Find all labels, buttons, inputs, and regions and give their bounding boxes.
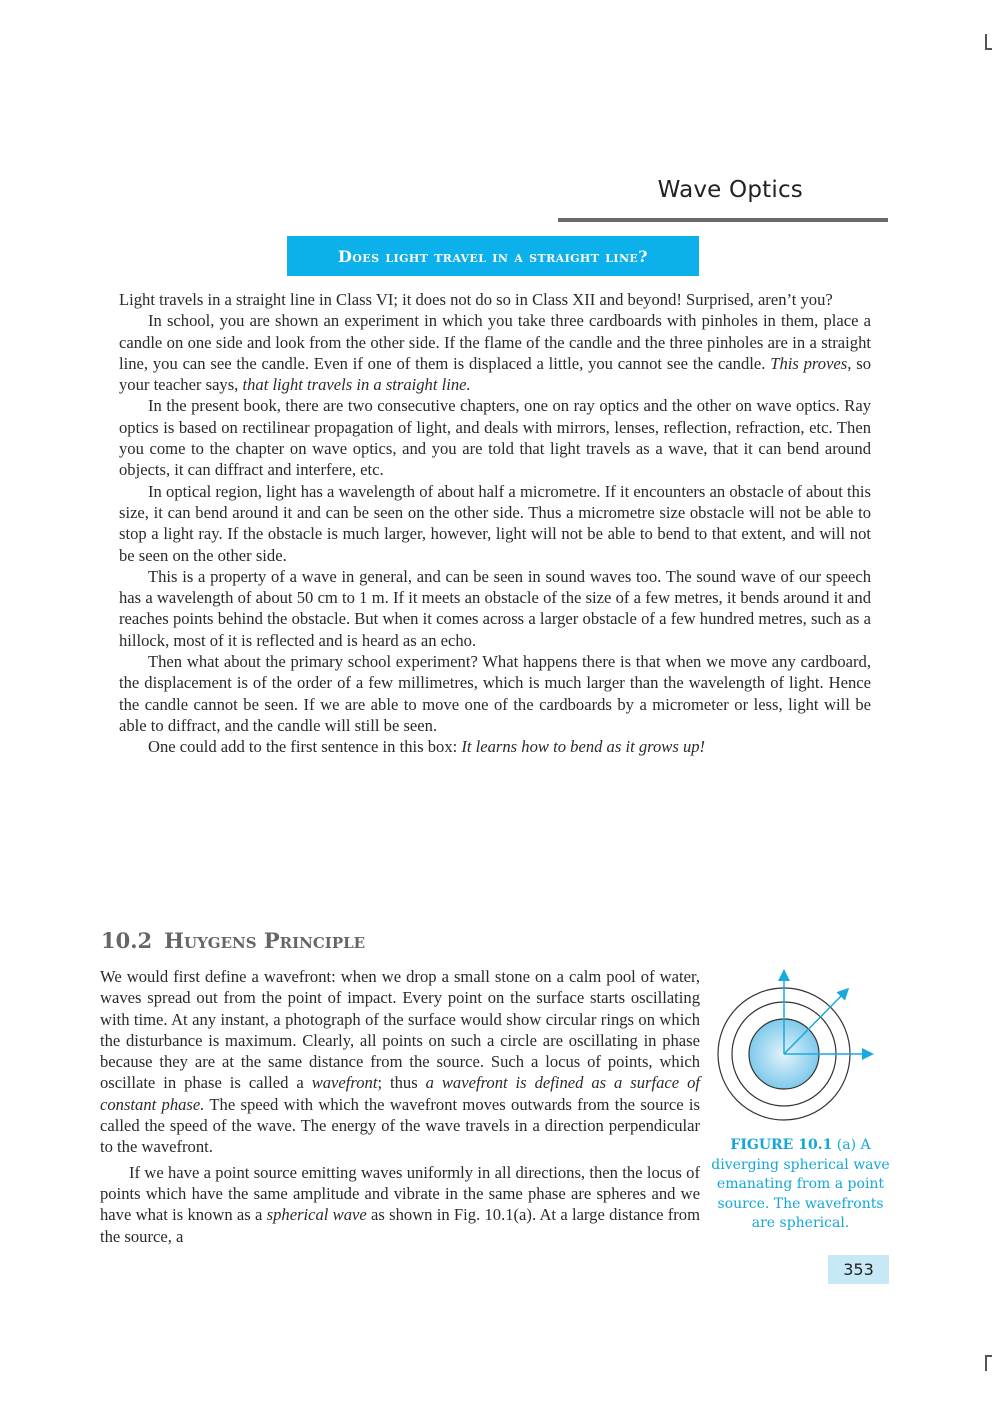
- section-heading: [101, 928, 365, 953]
- text-run: If we have a point source emitting waves uniformly in all directions, then the locus of points which have the same amplitude and vibrate in the same phase are spheres and we have what is known as a: [100, 1162, 700, 1225]
- box-heading: Does light travel in a straight line?: [287, 236, 699, 276]
- box-paragraph: Light travels in a straight line in Class VI; it does not do so in Class XII and beyond! Surprised, aren’t you?: [119, 290, 833, 309]
- figure-caption: [708, 1136, 893, 1234]
- section-paragraph: [100, 1162, 700, 1247]
- text-run: as shown in Fig. 10.1(a). At a large distance from the source, a: [100, 1205, 700, 1246]
- italic-text: It learns how to bend as it grows up!: [461, 737, 706, 757]
- section-number: 10.2: [101, 928, 153, 953]
- box-paragraph: In optical region, light has a wavelength of about half a micrometre. If it encounters an obstacle of about this size, it can bend around it and can be seen on the other side. Thus a micrometre size obstacle will not be able to stop a light ray. If the obstacle is much larger, however, light will not be able to bend to that extent, and will not be seen on the other side.: [119, 481, 871, 565]
- text-run: The speed with which the wavefront moves outwards from the source is called the speed of the wave. The energy of the wave travels in a direction perpendicular to the wavefront.: [100, 1094, 700, 1157]
- box-paragraph: [119, 310, 871, 395]
- italic-text: that light travels in a straight line.: [242, 375, 471, 395]
- figure-label: FIGURE 10.1: [730, 1137, 833, 1153]
- chapter-title: Wave Optics: [657, 177, 803, 203]
- chapter-title-rule: [558, 218, 888, 222]
- box-paragraph: Then what about the primary school experiment? What happens there is that when we move any cardboard, the displacement is of the order of a few millimetres, which is much larger than the wavelength of light. Hence the candle cannot be seen. If we are able to move one of the cardboards by a micrometer or less, light will be able to diffract, and the candle will still be seen.: [119, 652, 871, 735]
- spherical-wave-figure: [713, 962, 888, 1127]
- crop-mark-top-right: [985, 34, 992, 50]
- text-run: In school, you are shown an experiment in which you take three cardboards with pinholes in them, place a candle on one side and look from the other side. If the flame of the candle and the three pinholes are in a straight line, you can see the candle. Even if one of them is displaced a little, you cannot see the candle.: [119, 311, 871, 373]
- text-run: so your teacher says,: [119, 353, 872, 395]
- text-run: ; thus: [377, 1073, 426, 1093]
- text-run: We would first define a wavefront: when we drop a small stone on a calm pool of water, waves spread out from the point of impact. Every point on the surface starts oscillating with time. At any instant, a photograph of the surface would show circular rings on which the disturbance is maximum. Clearly, all points on such a circle are oscillating in phase because they are at the same distance from the source. Such a locus of points, which oscillate in phase is called a: [100, 967, 700, 1093]
- italic-text: spherical wave: [266, 1205, 367, 1225]
- box-paragraph: This is a property of a wave in general, and can be seen in sound waves too. The sound wave of our speech has a wavelength of about 50 cm to 1 m. If it meets an obstacle of the size of a few metres, it bends around it and reaches points behind the obstacle. But when it comes across a larger obstacle of a few hundred metres, such as a hillock, most of it is reflected and is heard as an echo.: [119, 566, 871, 650]
- crop-mark-bottom-right: [985, 1355, 992, 1371]
- section-body: [100, 966, 700, 1247]
- caption-text: (a) A diverging spherical wave emanating from a point source. The wavefronts are spherical.: [711, 1137, 890, 1231]
- page-number: 353: [828, 1255, 889, 1284]
- section-title: Huygens Principle: [164, 928, 366, 953]
- italic-text: a wavefront is defined as a surface of constant phase.: [100, 1073, 700, 1114]
- italic-text: This proves,: [770, 353, 852, 373]
- box-paragraph: [119, 736, 871, 757]
- text-run: One could add to the first sentence in this box:: [148, 737, 462, 757]
- box-body: [119, 289, 871, 758]
- italic-text: wavefront: [311, 1073, 378, 1093]
- spherical-wavefront-diagram: [713, 962, 888, 1127]
- box-paragraph: In the present book, there are two consecutive chapters, one on ray optics and the other on wave optics. Ray optics is based on rectilinear propagation of light, and deals with mirrors, lenses, reflection, refraction, etc. Then you come to the chapter on wave optics, and you are told that light travels as a wave, that it can bend around objects, it can diffract and interfere, etc.: [119, 396, 871, 480]
- section-paragraph: [100, 966, 700, 1158]
